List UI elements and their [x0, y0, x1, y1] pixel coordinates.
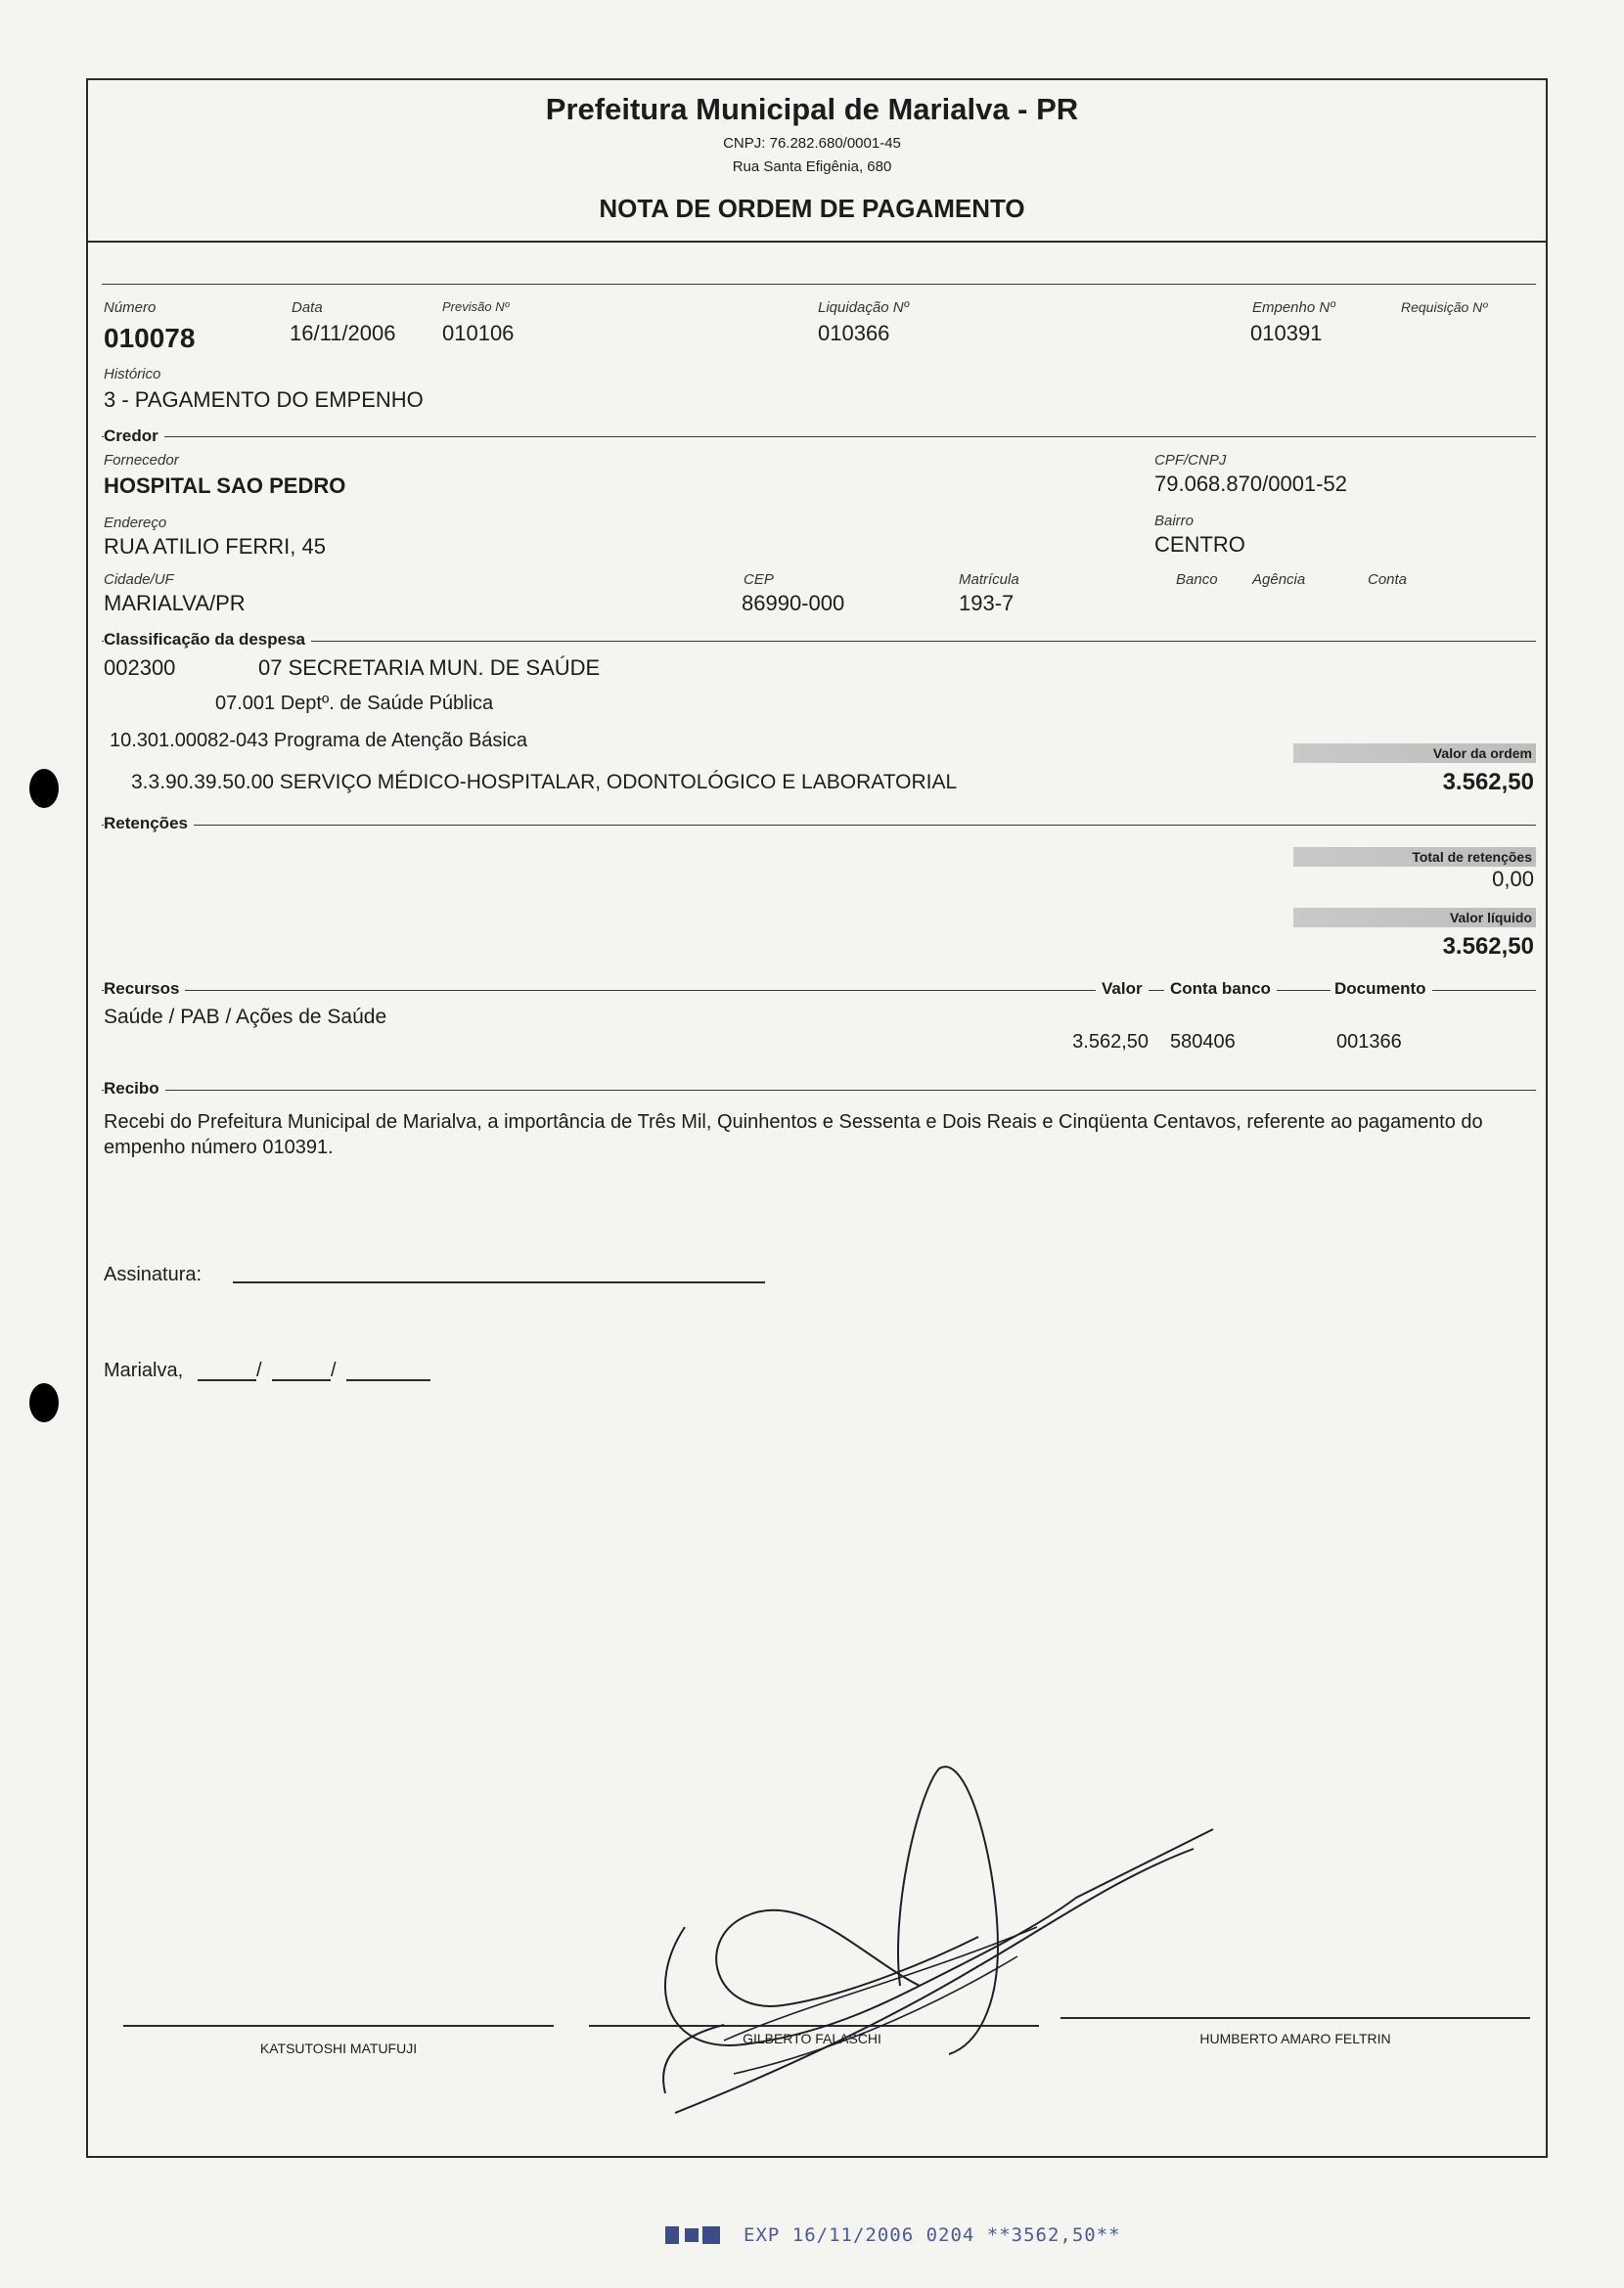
signatory-1: KATSUTOSHI MATUFUJI — [259, 2041, 418, 2056]
banco-label: Banco — [1176, 571, 1218, 588]
recursos-documento-label: Documento — [1331, 979, 1432, 999]
cidade-label: Cidade/UF — [104, 571, 174, 588]
total-retencoes-value: 0,00 — [1492, 867, 1534, 891]
cep-value: 86990-000 — [742, 591, 845, 615]
recursos-valor: 3.562,50 — [1072, 1031, 1149, 1053]
date-slash: / — [256, 1360, 262, 1381]
liquidacao-label: Liquidação Nº — [818, 299, 910, 316]
previsao-label: Previsão Nº — [442, 299, 510, 314]
bairro-label: Bairro — [1154, 513, 1195, 529]
conta-label: Conta — [1368, 571, 1408, 588]
recursos-conta-label: Conta banco — [1164, 979, 1277, 999]
endereco-label: Endereço — [104, 515, 167, 531]
stamp-mark — [665, 2226, 679, 2244]
stamp-mark — [685, 2228, 699, 2242]
valor-liquido-value: 3.562,50 — [1442, 933, 1534, 960]
credor-rule — [102, 436, 1536, 437]
signatory-3: HUMBERTO AMARO FELTRIN — [1199, 2031, 1391, 2046]
cpf-value: 79.068.870/0001-52 — [1154, 471, 1347, 496]
date-year-line — [346, 1379, 430, 1381]
fornecedor-value: HOSPITAL SAO PEDRO — [104, 473, 346, 498]
punch-hole — [29, 769, 59, 808]
fornecedor-label: Fornecedor — [104, 452, 179, 469]
header-cnpj: CNPJ: 76.282.680/0001-45 — [723, 135, 901, 152]
requisicao-label: Requisição Nº — [1401, 299, 1488, 315]
local-label: Marialva, — [104, 1360, 184, 1381]
recibo-rule — [102, 1090, 1536, 1091]
classificacao-rule — [102, 641, 1536, 642]
signatory-2: GILBERTO FALASCHI — [743, 2031, 881, 2046]
classificacao-code: 002300 — [104, 655, 176, 680]
assinatura-label: Assinatura: — [104, 1264, 203, 1285]
date-day-line — [198, 1379, 256, 1381]
header-title: Prefeitura Municipal de Marialva - PR — [545, 92, 1079, 126]
empenho-value: 010391 — [1250, 321, 1323, 345]
stamp-mark — [702, 2226, 720, 2244]
recursos-documento: 001366 — [1336, 1031, 1402, 1053]
bairro-value: CENTRO — [1154, 532, 1245, 557]
top-rule — [102, 284, 1536, 285]
recibo-section: Recibo — [104, 1079, 165, 1099]
data-value: 16/11/2006 — [290, 321, 396, 345]
secretaria-value: 07 SECRETARIA MUN. DE SAÚDE — [258, 655, 601, 680]
valor-ordem-value: 3.562,50 — [1442, 769, 1534, 795]
retencoes-section: Retenções — [104, 814, 194, 833]
total-retencoes-label: Total de retenções — [1412, 849, 1532, 865]
valor-ordem-label: Valor da ordem — [1432, 745, 1532, 761]
liquidacao-value: 010366 — [818, 321, 890, 345]
recursos-section: Recursos — [104, 979, 185, 999]
exp-stamp: EXP 16/11/2006 0204 **3562,50** — [744, 2224, 1121, 2246]
agencia-label: Agência — [1252, 571, 1306, 588]
document-title: NOTA DE ORDEM DE PAGAMENTO — [599, 194, 1025, 223]
numero-value: 010078 — [104, 323, 196, 353]
valor-liquido-label: Valor líquido — [1449, 910, 1532, 925]
empenho-label: Empenho Nº — [1252, 299, 1335, 316]
cep-label: CEP — [744, 571, 774, 588]
signature-line-1 — [123, 2025, 554, 2027]
cpf-label: CPF/CNPJ — [1154, 452, 1227, 469]
numero-label: Número — [104, 299, 157, 316]
credor-section: Credor — [104, 426, 164, 446]
historico-label: Histórico — [104, 366, 161, 382]
elemento-value: 3.3.90.39.50.00 SERVIÇO MÉDICO-HOSPITALAR, ODONTOLÓGICO E LABORATORIAL — [131, 771, 958, 793]
recursos-descricao: Saúde / PAB / Ações de Saúde — [104, 1006, 387, 1028]
dept-value: 07.001 Deptº. de Saúde Pública — [215, 693, 494, 714]
date-month-line — [272, 1379, 331, 1381]
programa-value: 10.301.00082-043 Programa de Atenção Básica — [110, 730, 527, 751]
matricula-label: Matrícula — [959, 571, 1019, 588]
matricula-value: 193-7 — [959, 591, 1015, 615]
assinatura-line — [233, 1281, 765, 1283]
data-label: Data — [292, 299, 323, 316]
handwritten-signature — [626, 1761, 1233, 2132]
punch-hole — [29, 1383, 59, 1422]
date-slash: / — [331, 1360, 337, 1381]
recursos-rule — [102, 990, 1536, 991]
header-address: Rua Santa Efigênia, 680 — [732, 158, 892, 175]
endereco-value: RUA ATILIO FERRI, 45 — [104, 534, 326, 559]
recursos-conta: 580406 — [1170, 1031, 1236, 1053]
retencoes-rule — [102, 825, 1536, 826]
recursos-valor-label: Valor — [1096, 979, 1149, 999]
recibo-text: Recebi do Prefeitura Municipal de Marialva, a importância de Três Mil, Quinhentos e Sessenta e Dois Reais e Cinqüenta Centavos, referente ao pagamento do empenho número 010391. — [104, 1111, 1483, 1158]
classificacao-section: Classificação da despesa — [104, 630, 311, 650]
cidade-value: MARIALVA/PR — [104, 591, 246, 615]
previsao-value: 010106 — [442, 321, 515, 345]
header-divider — [86, 241, 1546, 243]
historico-value: 3 - PAGAMENTO DO EMPENHO — [104, 387, 424, 412]
